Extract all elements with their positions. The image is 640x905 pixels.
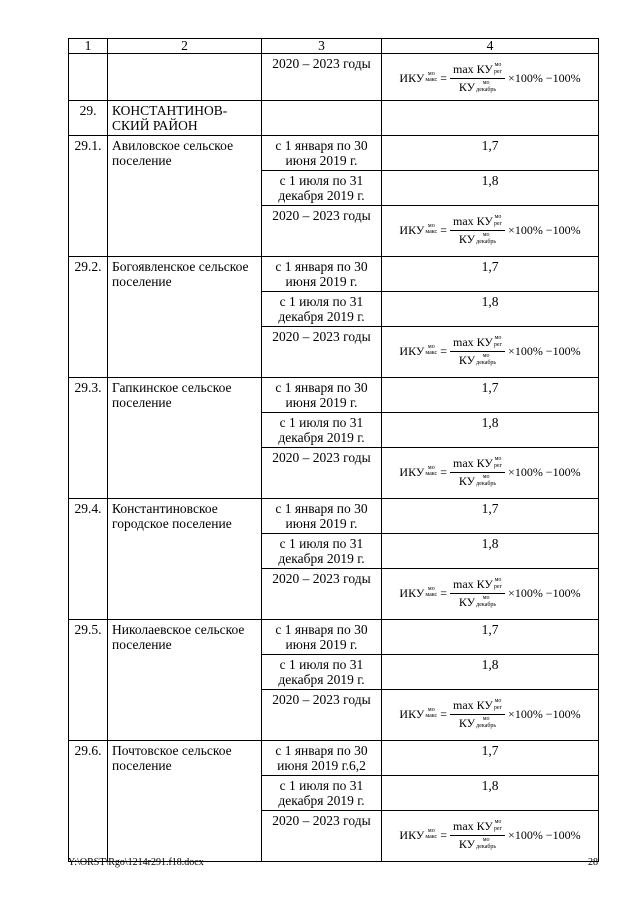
row-number: 29.6. bbox=[69, 741, 108, 862]
formula-equals: = bbox=[440, 707, 447, 721]
row-number: 29.1. bbox=[69, 136, 108, 257]
header-col-4: 4 bbox=[382, 39, 599, 54]
settlement-name: Почтовское сельское поселение bbox=[108, 741, 262, 862]
formula-num-indices bbox=[494, 335, 502, 349]
empty-cell bbox=[382, 101, 599, 136]
formula-den-sub: декабрь bbox=[476, 844, 497, 850]
formula-num-text: max КУ bbox=[453, 577, 493, 591]
value-cell: 1,7 bbox=[382, 620, 599, 655]
formula-equals: = bbox=[440, 465, 447, 479]
formula-equals: = bbox=[440, 71, 447, 85]
formula-den-indices bbox=[476, 80, 496, 94]
formula-num-sub: рег bbox=[493, 69, 503, 75]
formula-tail: ×100% −100% bbox=[508, 223, 581, 237]
row-number: 29.4. bbox=[69, 499, 108, 620]
formula-lhs-text: ИКУ bbox=[399, 707, 425, 721]
formula-num-text: max КУ bbox=[453, 698, 493, 712]
formula-lhs bbox=[399, 344, 437, 359]
value-cell: 1,7 bbox=[382, 499, 599, 534]
formula-num-sub: рег bbox=[493, 826, 503, 832]
formula-den-sub: декабрь bbox=[476, 723, 497, 729]
formula-num-sup: мо bbox=[494, 456, 502, 462]
formula-den-text: КУ bbox=[458, 232, 476, 246]
table-row bbox=[69, 136, 599, 171]
formula-cell bbox=[382, 811, 599, 862]
formula-lhs-text: ИКУ bbox=[399, 465, 425, 479]
period-cell: с 1 июля по 31 декабря 2019 г. bbox=[262, 534, 382, 569]
formula-num-indices bbox=[494, 62, 502, 76]
period-cell: с 1 июля по 31 декабря 2019 г. bbox=[262, 413, 382, 448]
formula-equals: = bbox=[440, 223, 447, 237]
value-cell: 1,7 bbox=[382, 136, 599, 171]
formula-den-sub: декабрь bbox=[476, 360, 497, 366]
formula-lhs-sub: макс bbox=[425, 713, 438, 719]
formula-cell bbox=[382, 54, 599, 101]
formula-lhs bbox=[399, 586, 437, 601]
formula-lhs-indices bbox=[425, 707, 437, 719]
formula-tail: ×100% −100% bbox=[508, 828, 581, 842]
formula-cell bbox=[382, 448, 599, 499]
formula-num-text: max КУ bbox=[453, 819, 493, 833]
period-cell: с 1 января по 30 июня 2019 г. bbox=[262, 378, 382, 413]
formula-lhs-sub: макс bbox=[425, 834, 438, 840]
table-row bbox=[69, 499, 599, 534]
formula-den-sup: мо bbox=[482, 595, 490, 601]
formula-fraction bbox=[450, 62, 505, 95]
formula-denominator bbox=[456, 352, 499, 368]
period-cell: с 1 июля по 31 декабря 2019 г. bbox=[262, 292, 382, 327]
formula-num-sub: рег bbox=[493, 463, 503, 469]
formula-denominator bbox=[456, 231, 499, 247]
index-formula bbox=[382, 456, 598, 489]
formula-fraction bbox=[450, 335, 505, 368]
table-row bbox=[69, 257, 599, 292]
formula-num-sup: мо bbox=[494, 577, 502, 583]
formula-den-sup: мо bbox=[482, 353, 490, 359]
formula-lhs-text: ИКУ bbox=[399, 71, 425, 85]
formula-den-indices bbox=[476, 716, 496, 730]
formula-den-sup: мо bbox=[482, 716, 490, 722]
formula-lhs-sub: макс bbox=[425, 471, 438, 477]
section-title: КОНСТАНТИНОВ-СКИЙ РАЙОН bbox=[108, 101, 262, 136]
formula-fraction bbox=[450, 214, 505, 247]
formula-lhs-indices bbox=[425, 344, 437, 356]
formula-cell bbox=[382, 690, 599, 741]
formula-tail: ×100% −100% bbox=[508, 707, 581, 721]
formula-denominator bbox=[456, 79, 499, 95]
formula-cell bbox=[382, 569, 599, 620]
formula-num-sup: мо bbox=[494, 62, 502, 68]
formula-den-sub: декабрь bbox=[476, 481, 497, 487]
formula-lhs bbox=[399, 223, 437, 238]
formula-lhs-sub: макс bbox=[425, 350, 438, 356]
formula-num-sup: мо bbox=[494, 819, 502, 825]
formula-den-sup: мо bbox=[482, 80, 490, 86]
formula-lhs bbox=[399, 465, 437, 480]
period-cell: с 1 июля по 31 декабря 2019 г. bbox=[262, 776, 382, 811]
formula-lhs-indices bbox=[425, 586, 437, 598]
formula-lhs-sup: мо bbox=[427, 465, 435, 471]
formula-den-text: КУ bbox=[458, 716, 476, 730]
value-cell: 1,8 bbox=[382, 292, 599, 327]
formula-tail: ×100% −100% bbox=[508, 344, 581, 358]
formula-lhs-sup: мо bbox=[427, 223, 435, 229]
formula-lhs-sup: мо bbox=[427, 71, 435, 77]
header-col-2: 2 bbox=[108, 39, 262, 54]
settlement-name: Константиновское городское поселение bbox=[108, 499, 262, 620]
index-formula bbox=[382, 214, 598, 247]
period-cell: с 1 января по 30 июня 2019 г. bbox=[262, 257, 382, 292]
period-cell: с 1 января по 30 июня 2019 г.6,2 bbox=[262, 741, 382, 776]
formula-den-text: КУ bbox=[458, 595, 476, 609]
settlement-name: Николаевское сельское поселение bbox=[108, 620, 262, 741]
formula-denominator bbox=[456, 594, 499, 610]
formula-den-indices bbox=[476, 595, 496, 609]
value-cell: 1,7 bbox=[382, 741, 599, 776]
footer-file-path: Y:\ORST\Rgo\1214r291.f18.docx bbox=[68, 857, 204, 868]
formula-lhs-text: ИКУ bbox=[399, 586, 425, 600]
formula-den-text: КУ bbox=[458, 837, 476, 851]
formula-numerator bbox=[450, 335, 505, 352]
period-cell: с 1 января по 30 июня 2019 г. bbox=[262, 620, 382, 655]
formula-den-indices bbox=[476, 474, 496, 488]
header-col-1: 1 bbox=[69, 39, 108, 54]
formula-numerator bbox=[450, 698, 505, 715]
formula-cell bbox=[382, 327, 599, 378]
settlement-name: Авиловское сельское поселение bbox=[108, 136, 262, 257]
period-cell: 2020 – 2023 годы bbox=[262, 690, 382, 741]
formula-den-indices bbox=[476, 232, 496, 246]
formula-denominator bbox=[456, 715, 499, 731]
formula-den-sub: декабрь bbox=[476, 602, 497, 608]
row-number: 29.3. bbox=[69, 378, 108, 499]
footer-page-number: 28 bbox=[588, 857, 598, 868]
formula-num-sup: мо bbox=[494, 335, 502, 341]
formula-num-indices bbox=[494, 819, 502, 833]
formula-num-sub: рег bbox=[493, 705, 503, 711]
index-formula bbox=[382, 577, 598, 610]
formula-numerator bbox=[450, 456, 505, 473]
formula-lhs-sub: макс bbox=[425, 592, 438, 598]
index-formula bbox=[382, 819, 598, 852]
formula-lhs-sub: макс bbox=[425, 229, 438, 235]
formula-equals: = bbox=[440, 344, 447, 358]
formula-num-sub: рег bbox=[493, 342, 503, 348]
num-cell bbox=[69, 54, 108, 101]
header-col-3: 3 bbox=[262, 39, 382, 54]
formula-den-text: КУ bbox=[458, 474, 476, 488]
formula-lhs-indices bbox=[425, 71, 437, 83]
tariff-table bbox=[68, 38, 599, 862]
formula-fraction bbox=[450, 577, 505, 610]
index-formula bbox=[382, 335, 598, 368]
formula-tail: ×100% −100% bbox=[508, 465, 581, 479]
section-row bbox=[69, 101, 599, 136]
period-cell: 2020 – 2023 годы bbox=[262, 327, 382, 378]
formula-lhs bbox=[399, 828, 437, 843]
formula-num-text: max КУ bbox=[453, 62, 493, 76]
formula-lhs-text: ИКУ bbox=[399, 344, 425, 358]
settlement-name: Богоявленское сельское поселение bbox=[108, 257, 262, 378]
formula-den-sub: декабрь bbox=[476, 239, 497, 245]
value-cell: 1,8 bbox=[382, 413, 599, 448]
value-cell: 1,7 bbox=[382, 257, 599, 292]
formula-lhs-text: ИКУ bbox=[399, 223, 425, 237]
formula-num-indices bbox=[494, 456, 502, 470]
formula-num-sup: мо bbox=[494, 214, 502, 220]
formula-num-text: max КУ bbox=[453, 456, 493, 470]
formula-numerator bbox=[450, 577, 505, 594]
period-cell: 2020 – 2023 годы bbox=[262, 206, 382, 257]
settlement-name: Гапкинское сельское поселение bbox=[108, 378, 262, 499]
period-cell: 2020 – 2023 годы bbox=[262, 811, 382, 862]
formula-fraction bbox=[450, 819, 505, 852]
formula-den-sup: мо bbox=[482, 837, 490, 843]
formula-cell bbox=[382, 206, 599, 257]
formula-numerator bbox=[450, 819, 505, 836]
formula-lhs-sup: мо bbox=[427, 344, 435, 350]
formula-fraction bbox=[450, 698, 505, 731]
table-body bbox=[69, 39, 599, 862]
formula-den-sup: мо bbox=[482, 474, 490, 480]
value-cell: 1,8 bbox=[382, 776, 599, 811]
table-row bbox=[69, 54, 599, 101]
table-row bbox=[69, 620, 599, 655]
value-cell: 1,7 bbox=[382, 378, 599, 413]
value-cell: 1,8 bbox=[382, 655, 599, 690]
formula-denominator bbox=[456, 473, 499, 489]
period-cell: 2020 – 2023 годы bbox=[262, 448, 382, 499]
formula-denominator bbox=[456, 836, 499, 852]
index-formula bbox=[382, 698, 598, 731]
formula-equals: = bbox=[440, 586, 447, 600]
formula-num-text: max КУ bbox=[453, 335, 493, 349]
formula-lhs bbox=[399, 71, 437, 86]
formula-lhs-sup: мо bbox=[427, 586, 435, 592]
period-cell: с 1 июля по 31 декабря 2019 г. bbox=[262, 655, 382, 690]
formula-den-sup: мо bbox=[482, 232, 490, 238]
formula-lhs bbox=[399, 707, 437, 722]
formula-den-indices bbox=[476, 353, 496, 367]
formula-num-indices bbox=[494, 214, 502, 228]
formula-den-indices bbox=[476, 837, 496, 851]
formula-den-text: КУ bbox=[458, 353, 476, 367]
formula-numerator bbox=[450, 214, 505, 231]
formula-tail: ×100% −100% bbox=[508, 71, 581, 85]
table-row bbox=[69, 378, 599, 413]
formula-num-sup: мо bbox=[494, 698, 502, 704]
row-number: 29.5. bbox=[69, 620, 108, 741]
section-number: 29. bbox=[69, 101, 108, 136]
formula-lhs-sup: мо bbox=[427, 828, 435, 834]
index-formula bbox=[382, 62, 598, 95]
formula-fraction bbox=[450, 456, 505, 489]
period-cell: с 1 января по 30 июня 2019 г. bbox=[262, 136, 382, 171]
formula-lhs-indices bbox=[425, 465, 437, 477]
formula-numerator bbox=[450, 62, 505, 79]
formula-num-indices bbox=[494, 698, 502, 712]
formula-den-sub: декабрь bbox=[476, 87, 497, 93]
formula-num-indices bbox=[494, 577, 502, 591]
row-number: 29.2. bbox=[69, 257, 108, 378]
period-cell: с 1 января по 30 июня 2019 г. bbox=[262, 499, 382, 534]
period-cell: 2020 – 2023 годы bbox=[262, 54, 382, 101]
formula-num-sub: рег bbox=[493, 584, 503, 590]
table-row bbox=[69, 741, 599, 776]
formula-equals: = bbox=[440, 828, 447, 842]
formula-lhs-indices bbox=[425, 223, 437, 235]
formula-lhs-sup: мо bbox=[427, 707, 435, 713]
formula-den-text: КУ bbox=[458, 80, 476, 94]
value-cell: 1,8 bbox=[382, 534, 599, 569]
formula-num-text: max КУ bbox=[453, 214, 493, 228]
value-cell: 1,8 bbox=[382, 171, 599, 206]
formula-lhs-indices bbox=[425, 828, 437, 840]
formula-lhs-sub: макс bbox=[425, 77, 438, 83]
empty-cell bbox=[262, 101, 382, 136]
period-cell: 2020 – 2023 годы bbox=[262, 569, 382, 620]
name-cell bbox=[108, 54, 262, 101]
formula-lhs-text: ИКУ bbox=[399, 828, 425, 842]
formula-num-sub: рег bbox=[493, 221, 503, 227]
header-row bbox=[69, 39, 599, 54]
formula-tail: ×100% −100% bbox=[508, 586, 581, 600]
period-cell: с 1 июля по 31 декабря 2019 г. bbox=[262, 171, 382, 206]
